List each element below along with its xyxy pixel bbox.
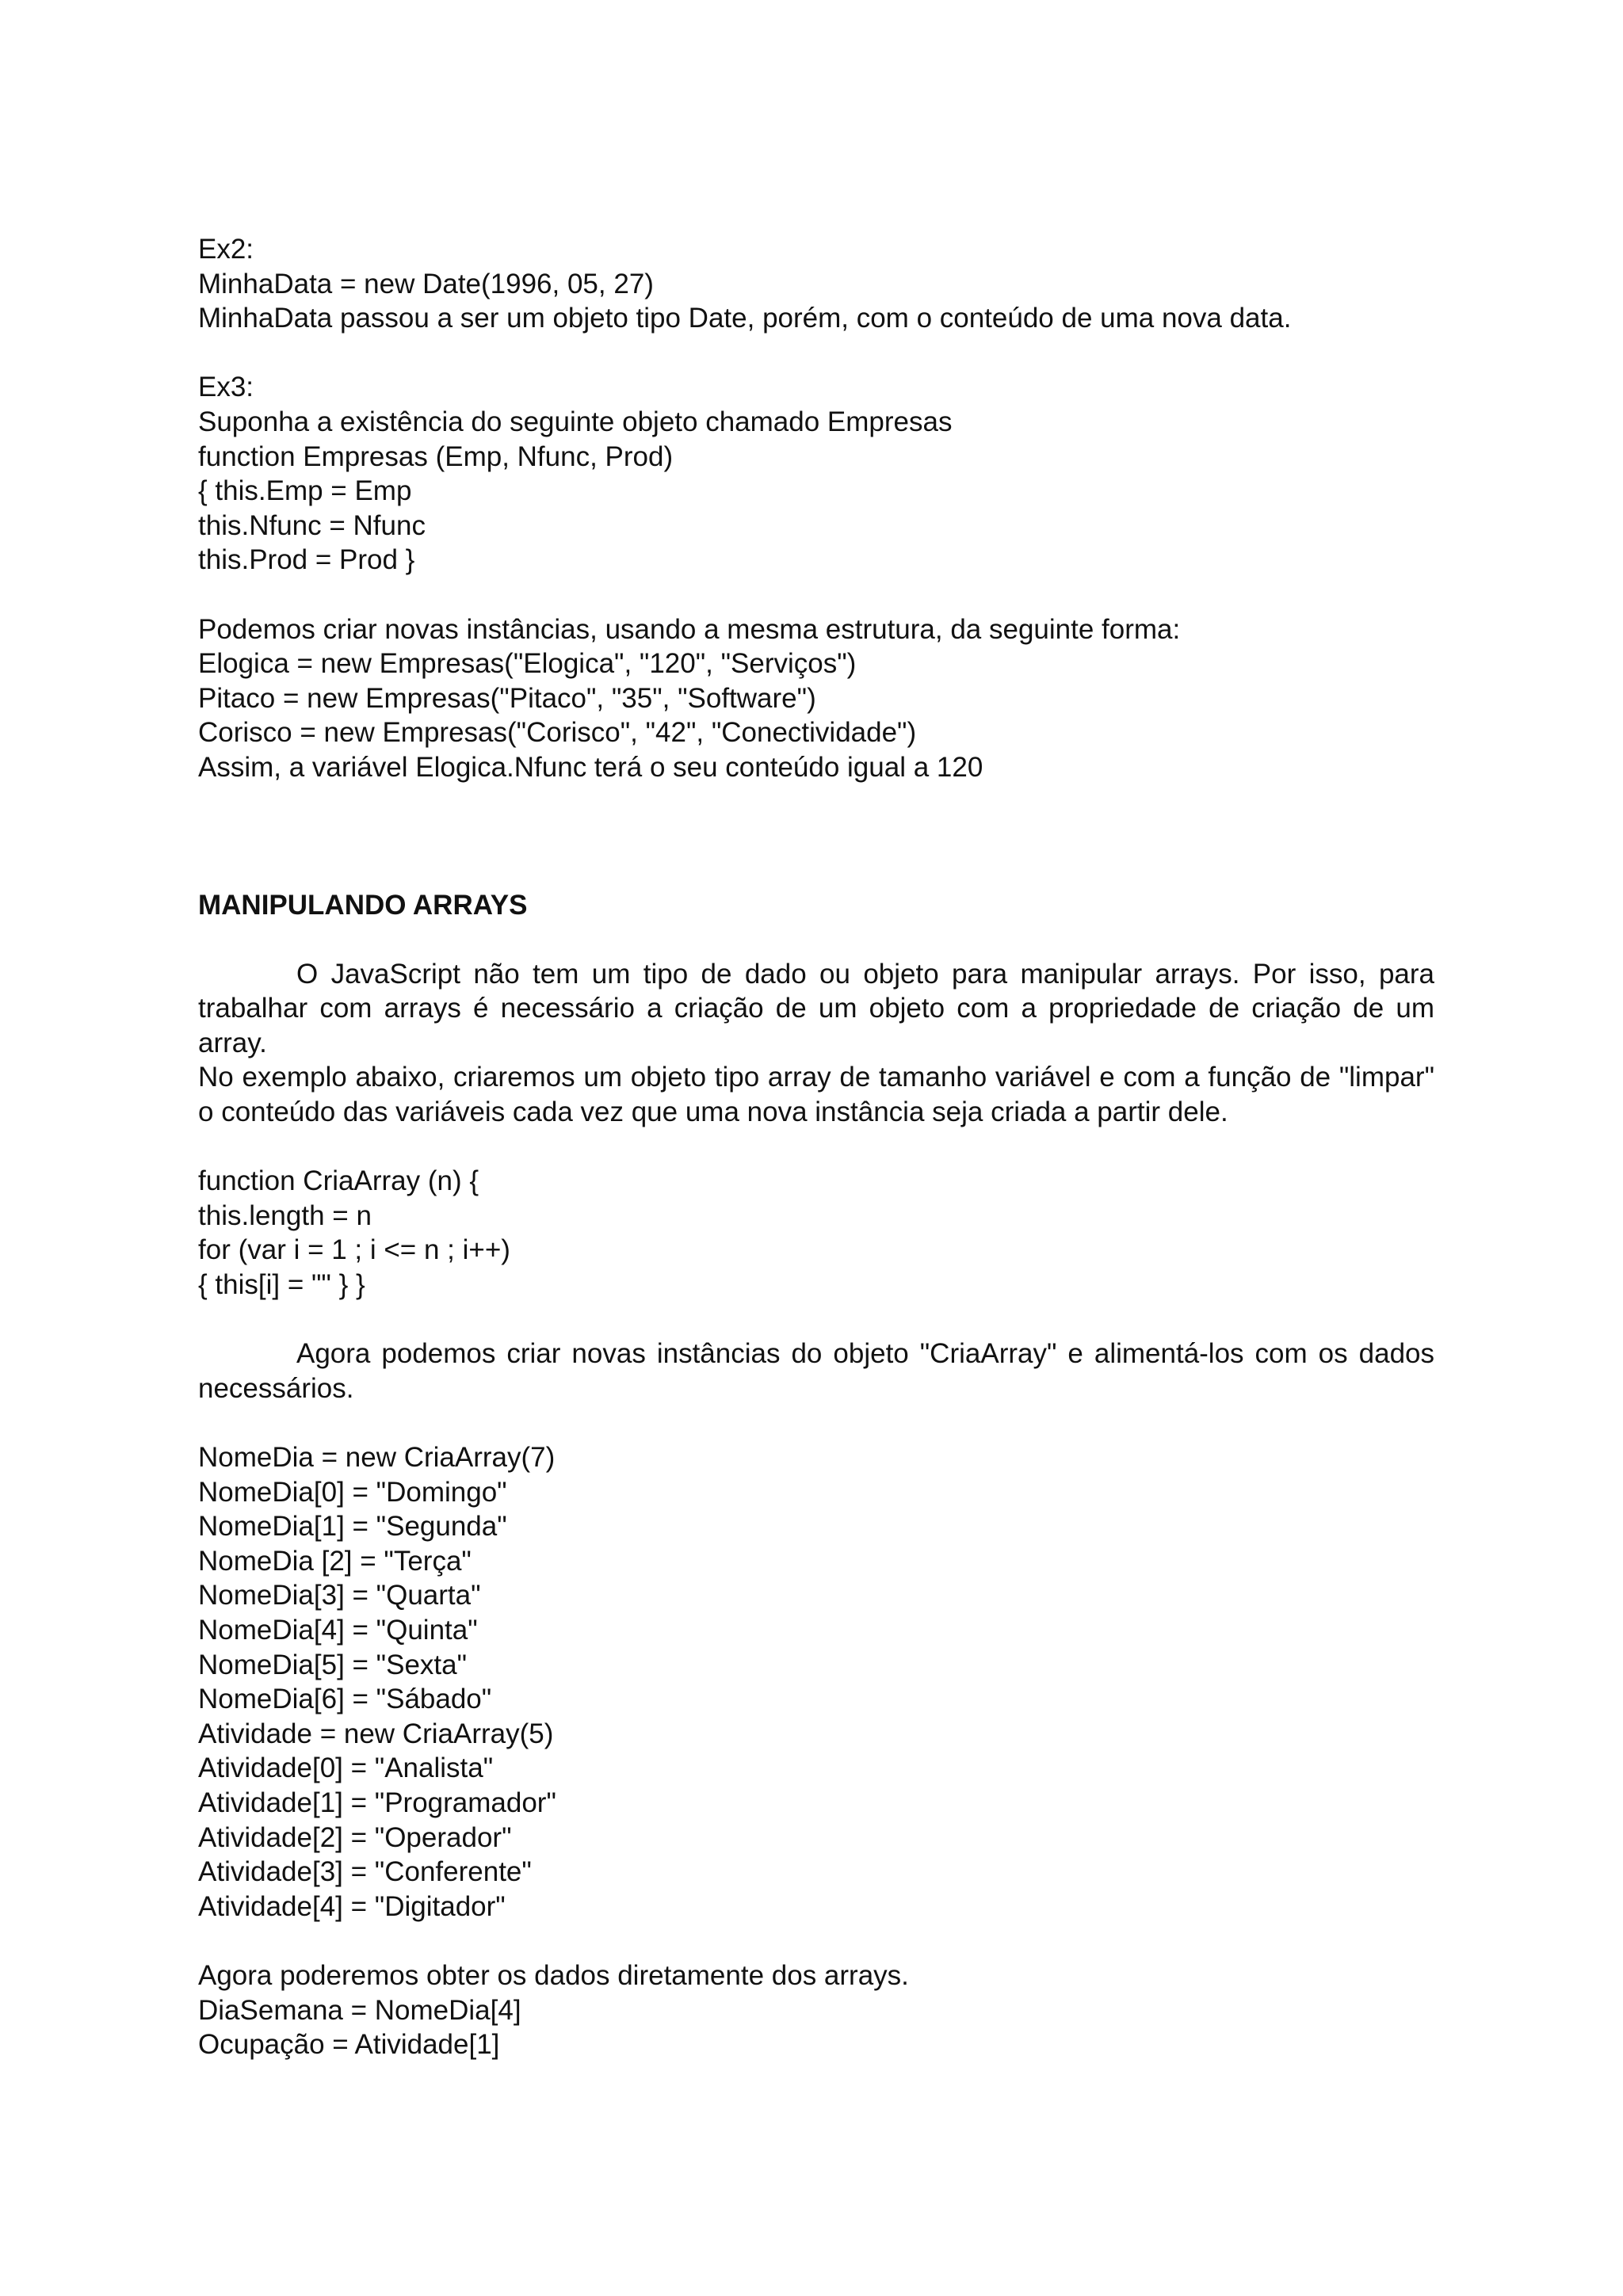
instances-line: Corisco = new Empresas("Corisco", "42", "Conectividade") — [198, 717, 917, 749]
example-paragraph: No exemplo abaixo, criaremos um objeto tipo array de tamanho variável e com a função de "limpar" o conteúdo das variáveis cada vez que uma nova instância seja criada a partir dele. — [198, 1062, 1434, 1128]
intro-paragraph: O JavaScript não tem um tipo de dado ou objeto para manipular arrays. Por isso, para trabalhar com arrays é necessário a criação de um objeto com a propriedade de criação de um array. — [198, 958, 1434, 1058]
final-line: DiaSemana = NomeDia[4] — [198, 1994, 521, 2026]
spacer — [198, 922, 1434, 957]
instances-line: Elogica = new Empresas("Elogica", "120", "Serviços") — [198, 648, 857, 680]
code-line: NomeDia[6] = "Sábado" — [198, 1684, 492, 1715]
code-line: { this[i] = "" } } — [198, 1269, 365, 1301]
ex3-line: this.Nfunc = Nfunc — [198, 509, 426, 541]
spacer — [198, 1130, 1434, 1165]
code-line: Atividade[0] = "Analista" — [198, 1753, 494, 1784]
spacer — [198, 578, 1434, 612]
instances-line: Assim, a variável Elogica.Nfunc terá o seu conteúdo igual a 120 — [198, 751, 983, 783]
ex3-line: function Empresas (Emp, Nfunc, Prod) — [198, 441, 674, 472]
ex2-line: MinhaData passou a ser um objeto tipo Date, porém, com o conteúdo de uma nova data. — [198, 303, 1292, 334]
spacer — [198, 1302, 1434, 1337]
ex3-line: this.Prod = Prod } — [198, 544, 415, 576]
code-line: Atividade[2] = "Operador" — [198, 1821, 512, 1853]
code-line: Atividade[1] = "Programador" — [198, 1787, 556, 1818]
code-line: NomeDia[4] = "Quinta" — [198, 1614, 478, 1646]
code-line: Atividade = new CriaArray(5) — [198, 1718, 554, 1749]
instances-paragraph: Agora podemos criar novas instâncias do objeto "CriaArray" e alimentá-los com os dados necessários. — [198, 1338, 1434, 1404]
code-line: NomeDia[5] = "Sexta" — [198, 1649, 468, 1680]
ex3-label: Ex3: — [198, 372, 254, 403]
code-line: Atividade[3] = "Conferente" — [198, 1856, 532, 1888]
spacer — [198, 785, 1434, 888]
ex3-line: { this.Emp = Emp — [198, 475, 412, 507]
code-line: NomeDia[0] = "Domingo" — [198, 1476, 507, 1508]
code-line: NomeDia = new CriaArray(7) — [198, 1442, 556, 1473]
code-line: this.length = n — [198, 1199, 372, 1231]
spacer — [198, 1405, 1434, 1440]
code-line: NomeDia[1] = "Segunda" — [198, 1511, 507, 1543]
spacer — [198, 1924, 1434, 1958]
section-heading: MANIPULANDO ARRAYS — [198, 889, 528, 921]
final-line: Agora poderemos obter os dados diretamente dos arrays. — [198, 1959, 909, 1991]
code-line: Atividade[4] = "Digitador" — [198, 1890, 506, 1922]
ex2-line: MinhaData = new Date(1996, 05, 27) — [198, 268, 654, 299]
document-page — [198, 232, 1434, 2062]
code-line: for (var i = 1 ; i <= n ; i++) — [198, 1234, 510, 1266]
final-line: Ocupação = Atividade[1] — [198, 2029, 500, 2061]
code-line: function CriaArray (n) { — [198, 1165, 479, 1197]
instances-line: Podemos criar novas instâncias, usando a mesma estrutura, da seguinte forma: — [198, 613, 1181, 645]
code-line: NomeDia [2] = "Terça" — [198, 1545, 472, 1577]
spacer — [198, 336, 1434, 371]
instances-line: Pitaco = new Empresas("Pitaco", "35", "Software") — [198, 682, 816, 714]
ex3-line: Suponha a existência do seguinte objeto chamado Empresas — [198, 406, 953, 437]
code-line: NomeDia[3] = "Quarta" — [198, 1580, 481, 1611]
ex2-label: Ex2: — [198, 234, 254, 265]
